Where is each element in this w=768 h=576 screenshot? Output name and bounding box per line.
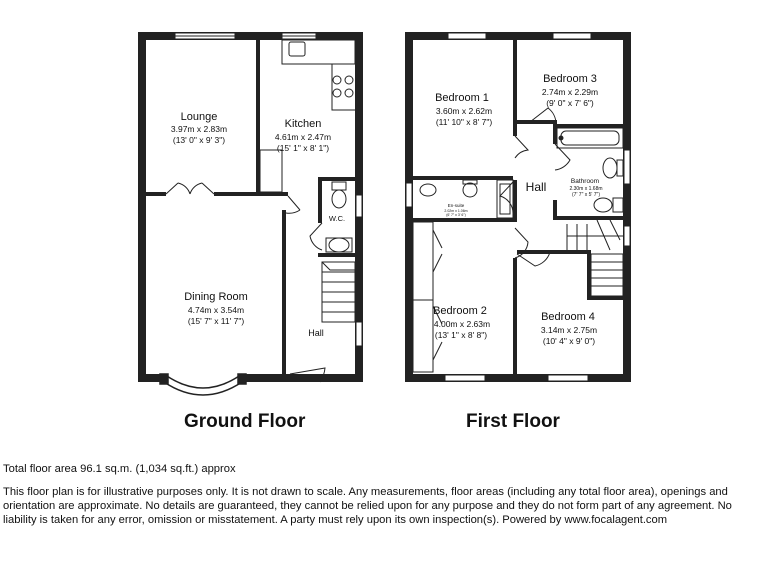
wc-name: W.C. bbox=[328, 214, 346, 223]
ensuite-name: En-suite bbox=[447, 203, 465, 208]
bedroom4-imperial: (10' 4" x 9' 0") bbox=[542, 336, 596, 346]
ground-hall-name: Hall bbox=[308, 328, 324, 338]
total-floor-area: Total floor area 96.1 sq.m. (1,034 sq.ft.) approx bbox=[3, 463, 236, 475]
ensuite-imperial: (6' 7" x 3' 6") bbox=[446, 213, 466, 217]
bedroom2-metric: 4.00m x 2.63m bbox=[433, 319, 491, 329]
dining-name: Dining Room bbox=[184, 291, 248, 303]
kitchen-units bbox=[260, 40, 355, 192]
disclaimer-text: This floor plan is for illustrative purposes only. It is not drawn to scale. Any measurements, floor areas (including any total floor area), openings and orientation are approximate. No details are guaranteed, they cannot be relied upon for any purpose and they do not form part of any agreement. No liability is taken for any error, omission or misstatement. A party must rely upon its own inspection(s). Powered by www.focalagent.com bbox=[3, 486, 732, 526]
kitchen-name: Kitchen bbox=[284, 118, 322, 130]
lounge-name: Lounge bbox=[180, 111, 218, 123]
bedroom2-imperial: (13' 1" x 8' 8") bbox=[434, 330, 488, 340]
first-floor-title: First Floor bbox=[466, 411, 560, 432]
bay-window bbox=[160, 374, 246, 395]
bathroom-imperial: (7' 7" x 5' 7") bbox=[572, 192, 600, 198]
kitchen-imperial: (15' 1" x 8' 1") bbox=[276, 143, 330, 153]
dining-imperial: (15' 7" x 11' 7") bbox=[187, 316, 245, 326]
bedroom2-name: Bedroom 2 bbox=[433, 305, 487, 317]
wardrobes bbox=[413, 222, 442, 372]
ground-floor-plan bbox=[138, 32, 363, 395]
bedroom4-name: Bedroom 4 bbox=[541, 311, 595, 323]
bedroom3-name: Bedroom 3 bbox=[543, 73, 597, 85]
bathroom-metric: 2.30m x 1.68m bbox=[569, 186, 603, 192]
bathroom-name: Bathroom bbox=[570, 178, 600, 185]
bedroom3-metric: 2.74m x 2.29m bbox=[541, 87, 599, 97]
bedroom3-imperial: (9' 0" x 7' 6") bbox=[546, 98, 594, 108]
ground-floor-outer-walls bbox=[138, 32, 363, 382]
lounge-metric: 3.97m x 2.83m bbox=[170, 124, 228, 134]
kitchen-metric: 4.61m x 2.47m bbox=[274, 132, 332, 142]
lounge-imperial: (13' 0" x 9' 3") bbox=[172, 135, 226, 145]
wc-window bbox=[356, 195, 362, 217]
ensuite-metric: 2.02m x 1.06m bbox=[444, 209, 468, 213]
first-floor-stairs bbox=[567, 220, 623, 296]
bedroom1-metric: 3.60m x 2.62m bbox=[435, 106, 493, 116]
hall-window bbox=[356, 322, 362, 346]
bedroom4-metric: 3.14m x 2.75m bbox=[540, 325, 598, 335]
first-floor-labels bbox=[433, 73, 602, 346]
dining-metric: 4.74m x 3.54m bbox=[187, 305, 245, 315]
bedroom1-name: Bedroom 1 bbox=[435, 92, 489, 104]
first-hall-name: Hall bbox=[525, 180, 547, 194]
ground-stairs bbox=[322, 262, 355, 322]
first-floor-plan bbox=[405, 32, 631, 382]
ground-floor-title: Ground Floor bbox=[184, 411, 306, 432]
bedroom1-imperial: (11' 10" x 8' 7") bbox=[435, 117, 493, 127]
bathroom-fixtures bbox=[557, 128, 623, 212]
